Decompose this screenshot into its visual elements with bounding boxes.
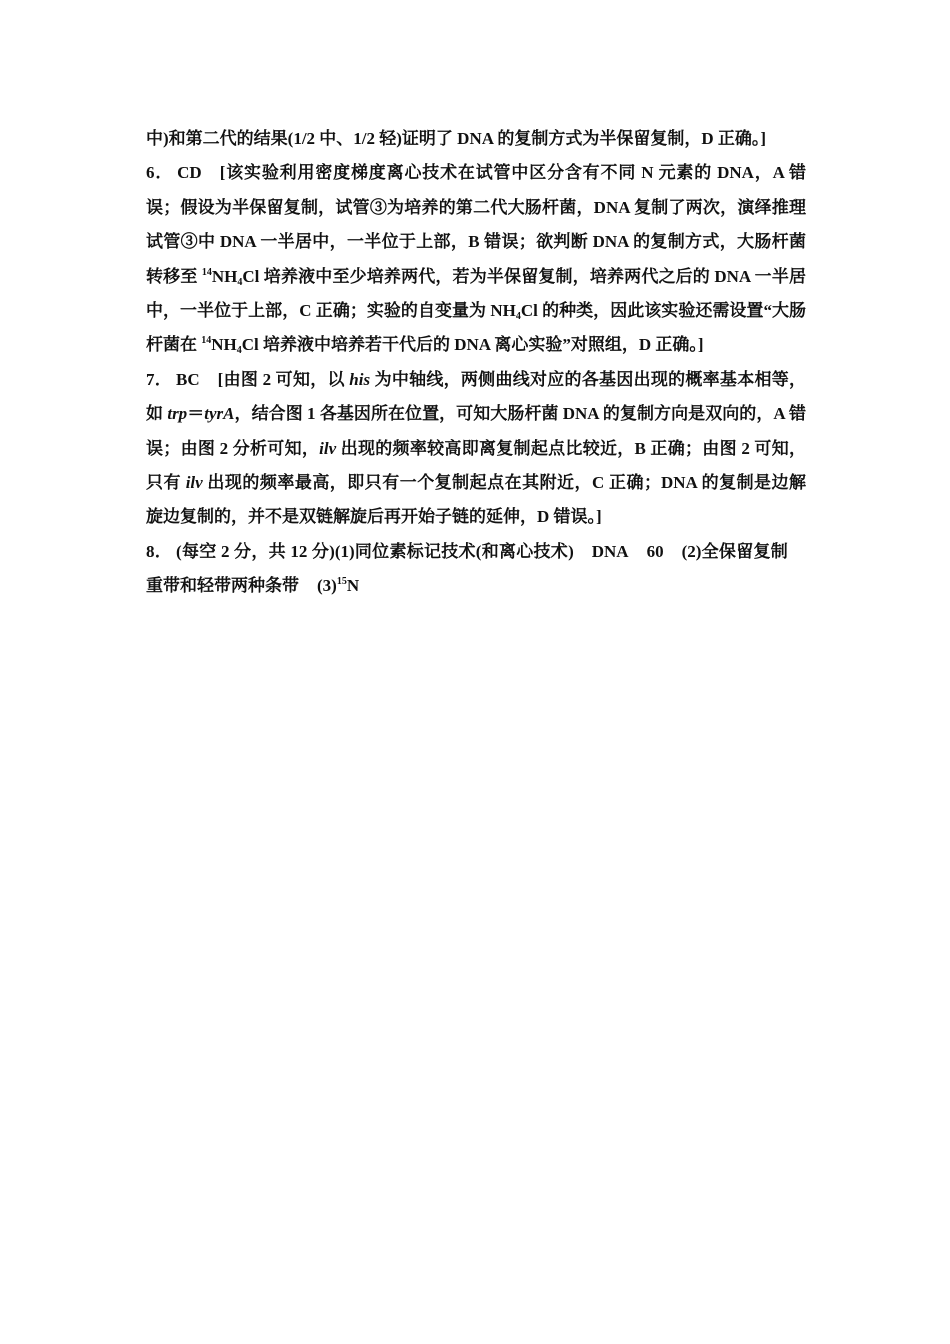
equals-sign: ＝ xyxy=(187,404,205,424)
gene-ilv: ilv xyxy=(185,473,203,493)
answer-8-part-2: (2)全保留复制 xyxy=(681,541,789,561)
answer-choice-6: CD xyxy=(177,163,202,183)
answer-8-blank-1: DNA xyxy=(591,541,629,561)
answer-8 xyxy=(146,535,806,604)
answer-6-text-3: 的种类，因此该实验还需设置“大肠杆菌在 xyxy=(146,301,806,355)
answer-choice-7: BC xyxy=(176,369,200,389)
isotope-superscript: 15 xyxy=(336,576,347,588)
answer-5-text: 中)和第二代的结果(1/2 中、1/2 轻)证明了 DNA 的复制方式为半保留复制，D 正确。] xyxy=(146,129,767,148)
formula-subscript: 4 xyxy=(515,311,521,323)
formula-cl: Cl xyxy=(241,335,259,355)
answer-7-text-5: 出现的频率最高，即只有一个复制起点在其附近，C 正确；DNA 的复制是边解旋边复制的，并不是双链解旋后再开始子链的延伸，D 错误。] xyxy=(146,473,807,527)
formula-subscript: 4 xyxy=(236,345,242,357)
element-symbol: N xyxy=(346,576,360,596)
formula-subscript: 4 xyxy=(237,276,243,288)
formula-cl: Cl xyxy=(520,301,538,321)
formula-nh: NH xyxy=(211,266,238,286)
answer-page xyxy=(146,122,806,604)
formula-cl: Cl xyxy=(242,266,260,286)
answer-7 xyxy=(146,363,806,535)
answer-6-text-2: 培养液中至少培养两代，若为半保留复制，培养两代之后的 DNA 一半居中，一半位于上部，C 正确；实验的自变量为 xyxy=(146,266,806,321)
isotope-superscript: 14 xyxy=(201,335,212,347)
answer-7-text-2: 为中轴线，两侧曲线对应的各基因出现的概率基本相等，如 xyxy=(146,369,807,424)
gene-ilv: ilv xyxy=(319,438,337,458)
answer-5-continuation xyxy=(146,122,806,156)
answer-6-text-1: [该实验利用密度梯度离心技术在试管中区分含有不同 N 元素的 DNA，A 错误；假设为半保留复制，试管③为培养的第二代大肠杆菌，DNA 复制了两次，演绎推理试管③中 DNA 一半居中，一半位于上部，B 错误；欲判断 DNA 的复制方式，大肠杆菌转移至 xyxy=(146,163,807,286)
question-number-6: 6． xyxy=(146,163,174,183)
isotope-superscript: 14 xyxy=(201,266,212,278)
answer-7-text-4: 出现的频率较高即离复制起点比较近，B 正确；由图 2 可知，只有 xyxy=(146,438,807,493)
gene-his: his xyxy=(349,369,371,389)
gene-trp: trp xyxy=(167,404,188,424)
formula-nh: NH xyxy=(211,335,237,355)
answer-7-text-3: ，结合图 1 各基因所在位置，可知大肠杆菌 DNA 的复制方向是双向的，A 错误；由图 2 分析可知， xyxy=(146,404,807,458)
formula-nh: NH xyxy=(490,301,516,321)
question-number-7: 7． xyxy=(146,369,173,389)
answer-8-part-3: (3) xyxy=(317,576,337,596)
answer-6-text-4: 培养液中培养若干代后的 DNA 离心实验”对照组，D 正确。] xyxy=(258,335,704,355)
answer-8-blank-2: 60 xyxy=(646,541,664,561)
question-number-8: 8． xyxy=(146,541,173,561)
answer-8-text-1: (每空 2 分，共 12 分)(1)同位素标记技术(和离心技术) xyxy=(176,541,574,561)
answer-6 xyxy=(146,156,806,362)
gene-tyra: tyrA xyxy=(204,404,235,424)
answer-7-text-1: [由图 2 可知，以 xyxy=(217,369,350,389)
answer-8-blank-3: 重带和轻带两种条带 xyxy=(146,576,299,596)
